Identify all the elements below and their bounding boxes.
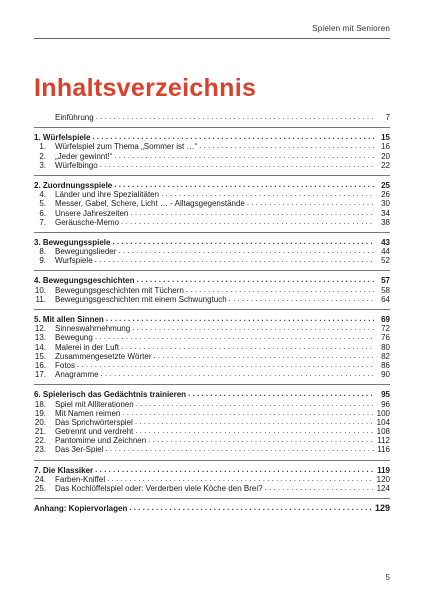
- toc-item-title: Geräusche-Memo: [55, 217, 120, 227]
- toc-item-number: 25.: [34, 484, 46, 493]
- toc-item-title: Pantomime und Zeichnen: [55, 436, 147, 446]
- toc-item-page: 20: [381, 151, 390, 161]
- toc-item-number: 17.: [34, 370, 46, 380]
- toc-leader: [100, 160, 374, 169]
- table-of-contents: [34, 113, 390, 513]
- toc-item-number: 9.: [39, 256, 46, 266]
- toc-chapter-page: 15: [381, 133, 390, 143]
- toc-chapter-page: 95: [381, 390, 390, 400]
- toc-intro-row: [34, 113, 390, 122]
- toc-chapter-number: 3.: [34, 237, 41, 247]
- toc-item-page: 80: [381, 342, 390, 352]
- toc-chapter-title: Die Klassiker: [42, 465, 94, 475]
- toc-chapter-number: 2.: [34, 180, 41, 190]
- toc-item-number: 18.: [34, 399, 46, 409]
- toc-item-page: 52: [381, 256, 390, 266]
- toc-item-page: 38: [381, 217, 390, 227]
- toc-leader: [122, 408, 374, 417]
- toc-chapter-page: 57: [381, 276, 390, 286]
- toc-divider: [34, 232, 390, 233]
- toc-item-title: Anagramme: [55, 370, 99, 380]
- toc-leader: [105, 444, 374, 453]
- toc-item-title: Bewegungsgeschichten mit Tüchern: [55, 285, 184, 295]
- toc-leader: [112, 237, 374, 246]
- toc-item-title: Länder und ihre Spezialitäten: [55, 190, 160, 200]
- toc-item-page: 82: [381, 351, 390, 361]
- toc-leader: [229, 294, 374, 303]
- toc-item-title: „Jeder gewinnt!“: [55, 151, 113, 161]
- toc-chapter-title: Zuordnungsspiele: [42, 180, 113, 190]
- toc-leader: [95, 465, 374, 474]
- toc-item-number: 6.: [39, 208, 46, 218]
- toc-item-row: [34, 445, 390, 454]
- toc-item-page: 96: [381, 399, 390, 409]
- toc-item-number: 22.: [34, 436, 46, 446]
- toc-item-page: 16: [381, 142, 390, 152]
- toc-leader: [188, 389, 374, 398]
- toc-item-title: Das Kochlöffelspiel oder: Verderben viele Köche den Brei?: [55, 484, 263, 493]
- toc-item-number: 12.: [34, 324, 46, 334]
- toc-item-number: 14.: [34, 342, 46, 352]
- toc-item-number: 2.: [39, 151, 46, 161]
- toc-item-page: 124: [376, 484, 390, 493]
- toc-item-page: 44: [381, 247, 390, 257]
- toc-item-row: [34, 256, 390, 265]
- toc-appendix-row: [34, 504, 390, 513]
- toc-item-title: Spiel mit Alliterationen: [55, 399, 134, 409]
- toc-leader: [186, 285, 374, 294]
- toc-chapter-page: 43: [381, 237, 390, 247]
- toc-item-page: 112: [377, 436, 390, 446]
- toc-chapter-number: 7.: [34, 465, 41, 475]
- toc-leader: [114, 180, 374, 189]
- toc-leader: [247, 198, 374, 207]
- toc-leader: [153, 351, 374, 360]
- toc-item-title: Fotos: [55, 360, 76, 370]
- toc-item-title: Farben-Kniffel: [55, 474, 106, 484]
- toc-leader: [129, 503, 373, 512]
- toc-leader: [136, 399, 374, 408]
- toc-item-row: [34, 484, 390, 493]
- toc-item-row: [34, 370, 390, 379]
- toc-item-number: 16.: [34, 360, 46, 370]
- toc-leader: [199, 141, 374, 150]
- toc-item-title: Das 3er-Spiel: [55, 445, 104, 455]
- toc-item-title: Mit Namen reimen: [55, 408, 121, 418]
- toc-divider: [34, 127, 390, 128]
- toc-item-title: Bewegung: [55, 333, 93, 343]
- toc-item-title: Unsere Jahreszeiten: [55, 208, 129, 218]
- toc-item-title: Getrennt und verdreht: [55, 427, 134, 437]
- toc-appendix-page: 129: [374, 503, 390, 514]
- toc-divider: [34, 460, 390, 461]
- page-number: 5: [385, 573, 390, 582]
- toc-item-title: Das Sprichwörterspiel: [55, 417, 133, 427]
- toc-chapter-number: 5.: [34, 315, 41, 324]
- toc-divider: [34, 270, 390, 271]
- toc-item-number: 3.: [39, 160, 46, 170]
- toc-leader: [121, 342, 374, 351]
- toc-leader: [101, 369, 374, 378]
- toc-leader: [95, 255, 374, 264]
- toc-item-page: 76: [381, 333, 390, 343]
- toc-item-title: Würfelspiel zum Thema „Sommer ist …“: [55, 142, 198, 152]
- toc-leader: [96, 112, 374, 121]
- toc-chapter-title: Bewegungsspiele: [42, 237, 111, 247]
- toc-item-number: 21.: [34, 427, 46, 437]
- toc-leader: [136, 275, 374, 284]
- toc-chapter-page: 25: [381, 180, 390, 190]
- toc-item-row: [34, 161, 390, 170]
- toc-item-title: Sinneswahrnehmung: [55, 324, 131, 334]
- toc-chapter-title: Spielerisch das Gedächtnis trainieren: [42, 390, 187, 400]
- toc-item-number: 1.: [39, 142, 46, 152]
- toc-leader: [121, 217, 374, 226]
- toc-chapter-title: Bewegungsgeschichten: [42, 276, 135, 286]
- toc-item-number: 5.: [39, 199, 46, 209]
- toc-item-page: 22: [381, 160, 390, 170]
- toc-item-page: 104: [376, 417, 390, 427]
- toc-divider: [34, 498, 390, 499]
- toc-item-number: 23.: [34, 445, 46, 455]
- toc-item-page: 90: [381, 370, 390, 380]
- toc-item-title: Wurfspiele: [55, 256, 93, 266]
- toc-item-title: Bewegungsgeschichten mit einem Schwungtuch: [55, 294, 227, 304]
- toc-leader: [135, 417, 374, 426]
- toc-item-number: 8.: [39, 247, 46, 257]
- toc-chapter-title: Mit allen Sinnen: [42, 315, 104, 324]
- toc-item-page: 64: [381, 294, 390, 304]
- toc-chapter-title: Würfelspiele: [42, 133, 91, 143]
- toc-item-number: 20.: [34, 417, 46, 427]
- toc-chapter-number: 4.: [34, 276, 41, 286]
- toc-chapter-page: 69: [381, 315, 390, 324]
- toc-item-row: [34, 218, 390, 227]
- toc-leader: [107, 474, 374, 483]
- toc-intro-title: Einführung: [55, 113, 94, 122]
- toc-item-row: [34, 295, 390, 304]
- toc-item-page: 116: [377, 445, 390, 455]
- toc-divider: [34, 309, 390, 310]
- toc-divider: [34, 175, 390, 176]
- toc-item-number: 24.: [34, 474, 46, 484]
- toc-item-title: Messer, Gabel, Schere, Licht … - Alltagsgegenstände: [55, 199, 245, 209]
- toc-leader: [135, 426, 374, 435]
- toc-item-number: 15.: [34, 351, 46, 361]
- toc-leader: [265, 483, 374, 492]
- toc-leader: [148, 435, 374, 444]
- header-rule: [34, 38, 390, 39]
- toc-appendix-title: Anhang: Kopiervorlagen: [34, 504, 128, 514]
- toc-item-page: 120: [376, 474, 390, 484]
- toc-item-number: 10.: [34, 285, 46, 295]
- toc-item-page: 26: [381, 190, 390, 200]
- toc-item-number: 11.: [35, 294, 46, 304]
- toc-leader: [92, 132, 374, 141]
- toc-item-page: 72: [381, 324, 390, 334]
- toc-item-page: 100: [376, 408, 390, 418]
- toc-chapter-number: 1.: [34, 133, 41, 143]
- toc-chapter-page: 119: [377, 465, 390, 475]
- toc-leader: [118, 246, 374, 255]
- running-header: Spielen mit Senioren: [312, 24, 390, 33]
- toc-leader: [130, 208, 374, 217]
- toc-item-page: 34: [381, 208, 390, 218]
- toc-intro-page: 7: [385, 113, 390, 122]
- toc-item-title: Malerei in der Luft: [55, 342, 120, 352]
- toc-leader: [114, 151, 374, 160]
- toc-leader: [106, 314, 374, 323]
- toc-leader: [132, 323, 374, 332]
- toc-item-title: Bewegungslieder: [55, 247, 117, 257]
- page-title: Inhaltsverzeichnis: [34, 74, 257, 102]
- toc-item-title: Zusammengesetzte Wörter: [55, 351, 152, 361]
- toc-item-title: Würfelbingo: [55, 160, 98, 170]
- toc-item-page: 30: [381, 199, 390, 209]
- toc-item-page: 58: [381, 285, 390, 295]
- toc-divider: [34, 384, 390, 385]
- toc-item-number: 13.: [34, 333, 46, 343]
- toc-item-page: 86: [381, 360, 390, 370]
- toc-item-number: 4.: [39, 190, 46, 200]
- toc-leader: [95, 332, 374, 341]
- toc-leader: [161, 189, 374, 198]
- toc-leader: [77, 360, 374, 369]
- toc-item-page: 108: [376, 427, 390, 437]
- toc-item-number: 19.: [34, 408, 46, 418]
- toc-item-number: 7.: [39, 217, 46, 227]
- toc-chapter-number: 6.: [34, 390, 41, 400]
